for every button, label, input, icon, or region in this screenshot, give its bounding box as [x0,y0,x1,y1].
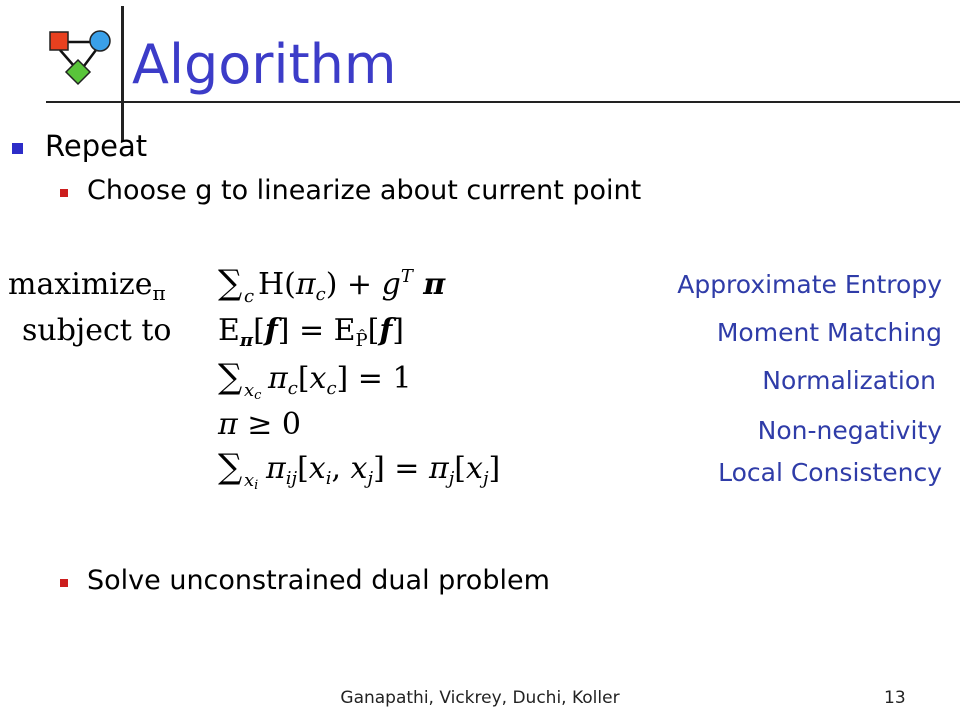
constraint-approximate-entropy: Approximate Entropy [677,270,942,299]
sub-bullet-square-icon [60,189,68,197]
constraint-local-consistency: Local Consistency [718,458,942,487]
title-vertical-rule [121,6,124,142]
moment-matching-row [218,313,404,351]
svg-text:H(πc) + gT π: $H(\pi_c) + g^T$ π [258,266,446,305]
normalization-row [218,357,412,403]
svg-text:∑: ∑ [218,357,243,397]
bullet-choose [60,175,641,206]
svg-text:xc: xc [244,380,262,403]
svg-text:Eπ[f] = EP̂[f]: $E_\pi[f] = E_{P̂}[f]$ [218,313,404,351]
bullet-solve-text: Solve unconstrained dual problem [87,565,550,596]
sub-bullet-square-icon [60,579,68,587]
svg-text:π ≥ 0: π ≥ 0 [218,407,302,442]
bullet-repeat-text: Repeat [45,129,148,163]
non-negativity-row [217,407,301,442]
constraint-moment-matching: Moment Matching [716,318,942,347]
bullet-choose-text: Choose g to linearize about current point [87,175,642,206]
title-horizontal-rule [46,101,960,103]
svg-text:πc[xc] = 1: $\pi_c[x_c] = 1$ [268,361,412,399]
svg-text:πij[xi, xj] = πj[xj]: $\pi_{ij}[x_i$, $x_j] = \pi_j[x_j]$ [266,451,501,489]
bullet-square-icon [12,143,23,154]
svg-text:xi: xi [244,470,259,493]
objective-row [218,263,446,307]
subject-to-label: subject to [22,313,172,348]
optimization-problem [0,250,620,500]
constraint-normalization: Normalization [762,366,936,395]
footer-authors: Ganapathi, Vickrey, Duchi, Koller [340,688,620,708]
bullet-repeat [12,129,147,163]
svg-text:∑: ∑ [218,263,243,303]
page-number: 13 [884,688,906,708]
bullet-solve [60,565,550,596]
graph-logo-icon [40,22,120,102]
local-consistency-row [218,447,500,493]
svg-text:c: c [244,286,255,307]
slide-title: Algorithm [132,33,397,96]
maximize-label: maximize$_\pi$ [8,267,166,305]
svg-text:∑: ∑ [218,447,243,487]
constraint-non-negativity: Non-negativity [757,416,942,445]
